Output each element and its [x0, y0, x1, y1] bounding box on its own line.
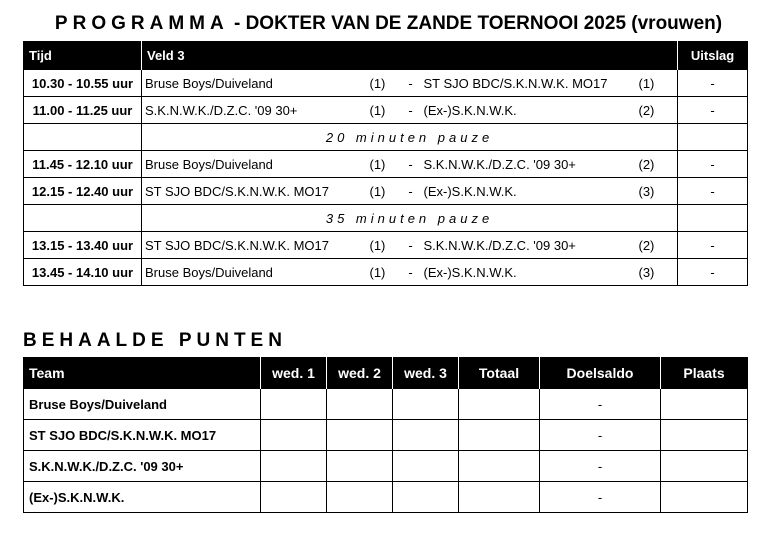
pauze-result-cell — [678, 124, 748, 151]
match-separator: - — [401, 97, 421, 124]
punten-row — [24, 389, 748, 420]
totaal-cell[interactable] — [459, 389, 540, 420]
away-team: (Ex-)S.K.N.W.K. — [421, 97, 639, 124]
away-number: (3) — [639, 178, 678, 205]
pauze-row — [24, 124, 748, 151]
away-number: (2) — [639, 97, 678, 124]
plaats-cell[interactable] — [661, 389, 748, 420]
match-result[interactable]: - — [678, 151, 748, 178]
totaal-cell[interactable] — [459, 482, 540, 513]
home-number: (1) — [370, 178, 401, 205]
punten-team: S.K.N.W.K./D.Z.C. '09 30+ — [24, 451, 261, 482]
home-number: (1) — [370, 97, 401, 124]
away-team: (Ex-)S.K.N.W.K. — [421, 259, 639, 286]
punten-header-3: wed. 3 — [393, 358, 459, 389]
punten-header-row — [24, 358, 748, 389]
match-separator: - — [401, 70, 421, 97]
page-title — [0, 13, 777, 35]
away-number: (2) — [639, 151, 678, 178]
pauze-time-cell — [24, 124, 142, 151]
totaal-cell[interactable] — [459, 451, 540, 482]
header-veld: Veld 3 — [142, 42, 678, 70]
pauze-label: 20 minuten pauze — [142, 124, 678, 151]
wed2-cell[interactable] — [327, 451, 393, 482]
away-team: ST SJO BDC/S.K.N.W.K. MO17 — [421, 70, 639, 97]
wed3-cell[interactable] — [393, 451, 459, 482]
plaats-cell[interactable] — [661, 420, 748, 451]
home-team: Bruse Boys/Duiveland — [142, 151, 370, 178]
home-team: Bruse Boys/Duiveland — [142, 70, 370, 97]
doelsaldo-cell[interactable]: - — [540, 420, 661, 451]
doelsaldo-cell[interactable]: - — [540, 389, 661, 420]
wed1-cell[interactable] — [261, 389, 327, 420]
home-number: (1) — [370, 259, 401, 286]
match-result[interactable]: - — [678, 97, 748, 124]
programma-header-row — [24, 42, 748, 70]
match-row — [24, 97, 748, 124]
match-result[interactable]: - — [678, 259, 748, 286]
punten-title: BEHAALDE PUNTEN — [23, 330, 287, 351]
match-row — [24, 70, 748, 97]
away-team: S.K.N.W.K./D.Z.C. '09 30+ — [421, 151, 639, 178]
punten-header-1: wed. 1 — [261, 358, 327, 389]
match-time: 11.00 - 11.25 uur — [24, 97, 142, 124]
away-number: (2) — [639, 232, 678, 259]
header-tijd: Tijd — [24, 42, 142, 70]
match-time: 13.15 - 13.40 uur — [24, 232, 142, 259]
punten-header-6: Plaats — [661, 358, 748, 389]
away-number: (1) — [639, 70, 678, 97]
wed1-cell[interactable] — [261, 451, 327, 482]
match-time: 10.30 - 10.55 uur — [24, 70, 142, 97]
home-team: Bruse Boys/Duiveland — [142, 259, 370, 286]
home-team: ST SJO BDC/S.K.N.W.K. MO17 — [142, 232, 370, 259]
match-result[interactable]: - — [678, 178, 748, 205]
away-team: (Ex-)S.K.N.W.K. — [421, 178, 639, 205]
punten-header-0: Team — [24, 358, 261, 389]
wed2-cell[interactable] — [327, 482, 393, 513]
match-time: 11.45 - 12.10 uur — [24, 151, 142, 178]
plaats-cell[interactable] — [661, 451, 748, 482]
punten-row — [24, 420, 748, 451]
home-team: ST SJO BDC/S.K.N.W.K. MO17 — [142, 178, 370, 205]
pauze-label: 35 minuten pauze — [142, 205, 678, 232]
home-team: S.K.N.W.K./D.Z.C. '09 30+ — [142, 97, 370, 124]
pauze-time-cell — [24, 205, 142, 232]
match-row — [24, 232, 748, 259]
wed3-cell[interactable] — [393, 482, 459, 513]
match-separator: - — [401, 259, 421, 286]
wed2-cell[interactable] — [327, 389, 393, 420]
away-number: (3) — [639, 259, 678, 286]
title-programma: PROGRAMMA — [54, 13, 229, 34]
punten-header-2: wed. 2 — [327, 358, 393, 389]
match-separator: - — [401, 151, 421, 178]
programma-table — [23, 41, 748, 286]
punten-team: (Ex-)S.K.N.W.K. — [24, 482, 261, 513]
title-rest: - DOKTER VAN DE ZANDE TOERNOOI 2025 (vrouwen) — [228, 13, 723, 34]
punten-row — [24, 482, 748, 513]
punten-header-5: Doelsaldo — [540, 358, 661, 389]
match-time: 13.45 - 14.10 uur — [24, 259, 142, 286]
home-number: (1) — [370, 232, 401, 259]
pauze-row — [24, 205, 748, 232]
punten-table — [23, 357, 748, 513]
punten-header-4: Totaal — [459, 358, 540, 389]
punten-team: Bruse Boys/Duiveland — [24, 389, 261, 420]
match-result[interactable]: - — [678, 70, 748, 97]
match-separator: - — [401, 178, 421, 205]
header-uitslag: Uitslag — [678, 42, 748, 70]
match-row — [24, 259, 748, 286]
home-number: (1) — [370, 151, 401, 178]
wed2-cell[interactable] — [327, 420, 393, 451]
wed1-cell[interactable] — [261, 482, 327, 513]
doelsaldo-cell[interactable]: - — [540, 482, 661, 513]
match-time: 12.15 - 12.40 uur — [24, 178, 142, 205]
wed3-cell[interactable] — [393, 389, 459, 420]
wed1-cell[interactable] — [261, 420, 327, 451]
match-result[interactable]: - — [678, 232, 748, 259]
punten-row — [24, 451, 748, 482]
match-row — [24, 151, 748, 178]
plaats-cell[interactable] — [661, 482, 748, 513]
pauze-result-cell — [678, 205, 748, 232]
away-team: S.K.N.W.K./D.Z.C. '09 30+ — [421, 232, 639, 259]
totaal-cell[interactable] — [459, 420, 540, 451]
home-number: (1) — [370, 70, 401, 97]
match-row — [24, 178, 748, 205]
punten-team: ST SJO BDC/S.K.N.W.K. MO17 — [24, 420, 261, 451]
doelsaldo-cell[interactable]: - — [540, 451, 661, 482]
match-separator: - — [401, 232, 421, 259]
wed3-cell[interactable] — [393, 420, 459, 451]
